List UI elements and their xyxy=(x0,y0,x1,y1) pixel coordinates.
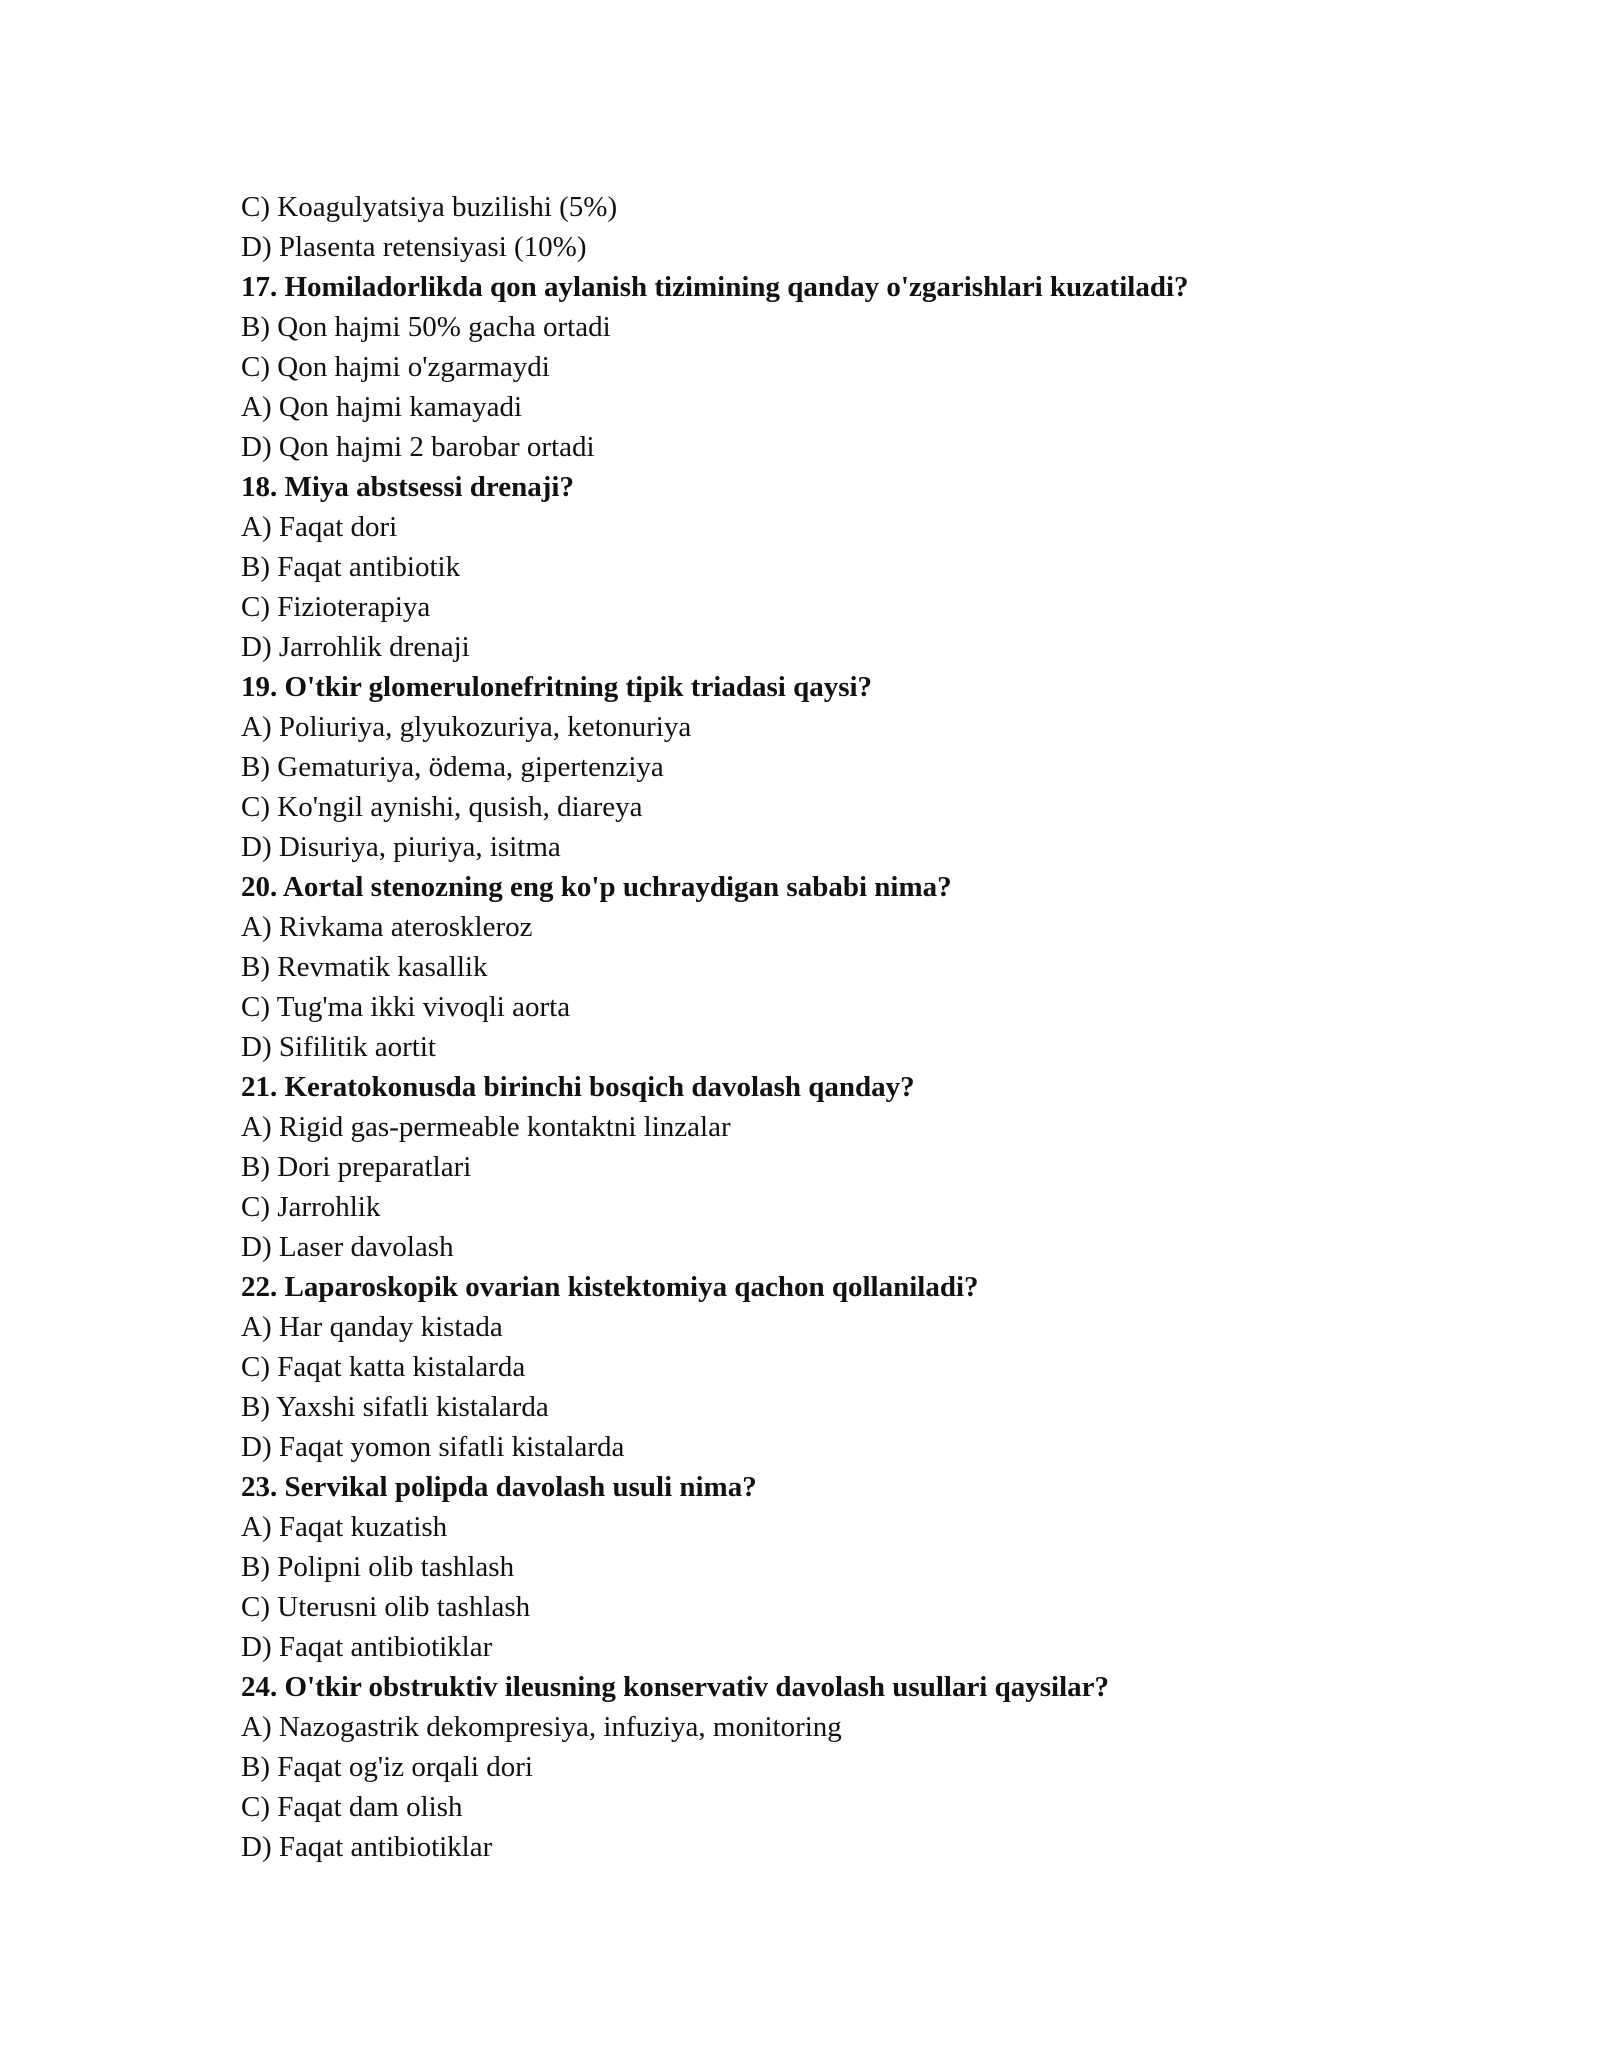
answer-option: A) Rivkama ateroskleroz xyxy=(241,911,533,943)
answer-option: A) Faqat kuzatish xyxy=(241,1511,448,1543)
answer-option: D) Qon hajmi 2 barobar ortadi xyxy=(241,431,595,463)
answer-option: D) Faqat antibiotiklar xyxy=(241,1831,493,1863)
answer-option: C) Faqat dam olish xyxy=(241,1791,463,1823)
answer-option: B) Qon hajmi 50% gacha ortadi xyxy=(241,311,611,343)
answer-option: D) Disuriya, piuriya, isitma xyxy=(241,831,561,863)
answer-option: D) Plasenta retensiyasi (10%) xyxy=(241,231,587,263)
answer-option: B) Faqat antibiotik xyxy=(241,551,461,583)
answer-option: D) Jarrohlik drenaji xyxy=(241,631,470,663)
answer-option: C) Koagulyatsiya buzilishi (5%) xyxy=(241,191,618,223)
question-heading: 19. O'tkir glomerulonefritning tipik triadasi qaysi? xyxy=(241,671,873,703)
answer-option: A) Faqat dori xyxy=(241,511,398,543)
question-heading: 22. Laparoskopik ovarian kistektomiya qachon qollaniladi? xyxy=(241,1271,979,1303)
question-heading: 21. Keratokonusda birinchi bosqich davolash qanday? xyxy=(241,1071,915,1103)
answer-option: C) Jarrohlik xyxy=(241,1191,381,1223)
question-heading: 24. O'tkir obstruktiv ileusning konservativ davolash usullari qaysilar? xyxy=(241,1671,1110,1703)
answer-option: D) Faqat antibiotiklar xyxy=(241,1631,493,1663)
question-heading: 17. Homiladorlikda qon aylanish tizimining qanday o'zgarishlari kuzatiladi? xyxy=(241,271,1189,303)
answer-option: B) Revmatik kasallik xyxy=(241,951,488,983)
quiz-content xyxy=(241,187,1441,1867)
answer-option: C) Fizioterapiya xyxy=(241,591,431,623)
answer-option: C) Tug'ma ikki vivoqli aorta xyxy=(241,991,571,1023)
answer-option: C) Ko'ngil aynishi, qusish, diareya xyxy=(241,791,643,823)
answer-option: B) Polipni olib tashlash xyxy=(241,1551,515,1583)
answer-option: D) Laser davolash xyxy=(241,1231,454,1263)
answer-option: A) Qon hajmi kamayadi xyxy=(241,391,523,423)
answer-option: B) Faqat og'iz orqali dori xyxy=(241,1751,533,1783)
answer-option: A) Poliuriya, glyukozuriya, ketonuriya xyxy=(241,711,692,743)
answer-option: C) Qon hajmi o'zgarmaydi xyxy=(241,351,550,383)
answer-option: C) Faqat katta kistalarda xyxy=(241,1351,526,1383)
answer-option: D) Sifilitik aortit xyxy=(241,1031,436,1063)
answer-option: B) Gematuriya, ödema, gipertenziya xyxy=(241,751,664,783)
answer-option: B) Yaxshi sifatli kistalarda xyxy=(241,1391,549,1423)
question-heading: 18. Miya abstsessi drenaji? xyxy=(241,471,574,503)
question-heading: 20. Aortal stenozning eng ko'p uchraydigan sababi nima? xyxy=(241,871,952,903)
answer-option: C) Uterusni olib tashlash xyxy=(241,1591,531,1623)
question-heading: 23. Servikal polipda davolash usuli nima? xyxy=(241,1471,757,1503)
answer-option: A) Nazogastrik dekompresiya, infuziya, monitoring xyxy=(241,1711,842,1743)
answer-option: B) Dori preparatlari xyxy=(241,1151,472,1183)
answer-option: A) Har qanday kistada xyxy=(241,1311,503,1343)
answer-option: A) Rigid gas-permeable kontaktni linzalar xyxy=(241,1111,731,1143)
answer-option: D) Faqat yomon sifatli kistalarda xyxy=(241,1431,625,1463)
